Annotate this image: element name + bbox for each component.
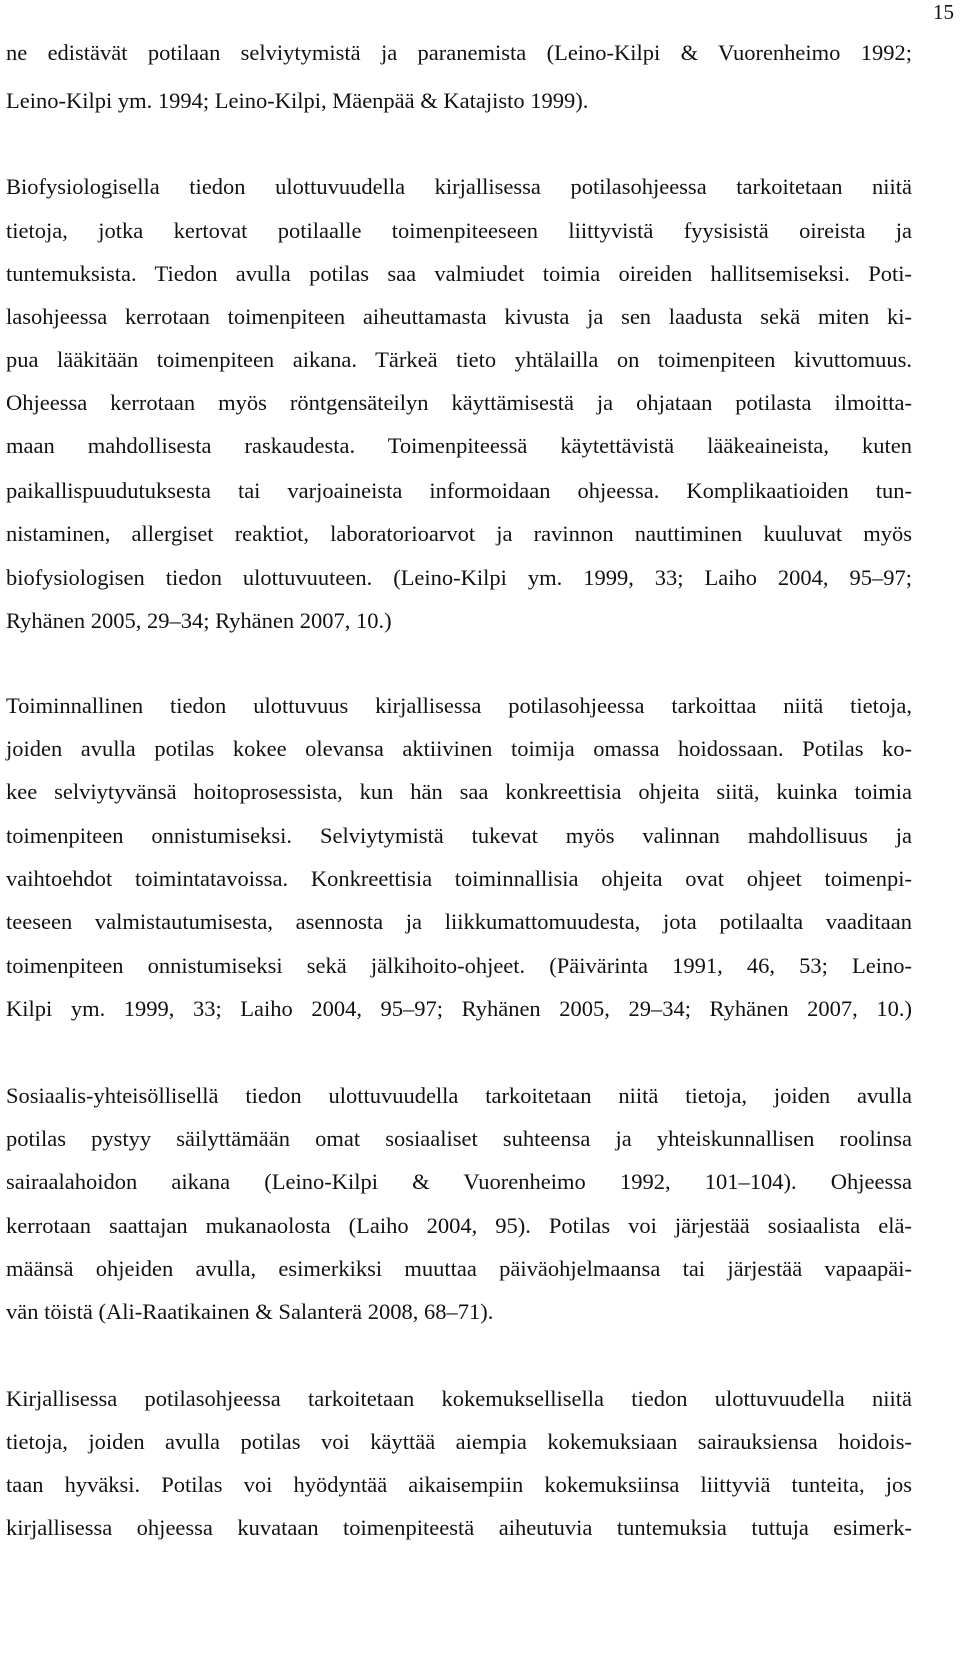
text-line: kirjallisessa ohjeessa kuvataan toimenpiteestä aiheutuvia tuntemuksia tuttuja esimerk- [6, 1515, 912, 1540]
text-line: toimenpiteen onnistumiseksi. Selviytymistä tukevat myös valinnan mahdollisuus ja [6, 823, 912, 848]
text-line: lasohjeessa kerrotaan toimenpiteen aiheuttamasta kivusta ja sen laadusta sekä miten ki- [6, 304, 912, 329]
text-line: Toiminnallinen tiedon ulottuvuus kirjallisessa potilasohjeessa tarkoittaa niitä tietoja, [6, 693, 912, 718]
text-line: kerrotaan saattajan mukanaolosta (Laiho 2004, 95). Potilas voi järjestää sosiaalista elä- [6, 1213, 912, 1238]
text-line: joiden avulla potilas kokee olevansa aktiivinen toimija omassa hoidossaan. Potilas ko- [6, 736, 912, 761]
text-line: määnsä ohjeiden avulla, esimerkiksi muuttaa päiväohjelmaansa tai järjestää vapaapäi- [6, 1256, 912, 1281]
text-line: Biofysiologisella tiedon ulottuvuudella kirjallisessa potilasohjeessa tarkoitetaan niitä [6, 174, 912, 199]
text-line: pua lääkitään toimenpiteen aikana. Tärkeä tieto yhtälailla on toimenpiteen kivuttomuus. [6, 347, 912, 372]
text-line: taan hyväksi. Potilas voi hyödyntää aikaisempiin kokemuksiinsa liittyviä tunteita, jos [6, 1472, 912, 1497]
text-line: biofysiologisen tiedon ulottuvuuteen. (Leino-Kilpi ym. 1999, 33; Laiho 2004, 95–97; [6, 565, 912, 590]
text-line: Ryhänen 2005, 29–34; Ryhänen 2007, 10.) [6, 608, 392, 633]
text-line: sairaalahoidon aikana (Leino-Kilpi & Vuorenheimo 1992, 101–104). Ohjeessa [6, 1169, 912, 1194]
text-line: nistaminen, allergiset reaktiot, laboratorioarvot ja ravinnon nauttiminen kuuluvat myös [6, 521, 912, 546]
text-line: Sosiaalis-yhteisöllisellä tiedon ulottuvuudella tarkoitetaan niitä tietoja, joiden avulla [6, 1083, 912, 1108]
text-line: tietoja, joiden avulla potilas voi käyttää aiempia kokemuksiaan sairauksiensa hoidois- [6, 1429, 912, 1454]
text-line: potilas pystyy säilyttämään omat sosiaaliset suhteensa ja yhteiskunnallisen roolinsa [6, 1126, 912, 1151]
text-line: paikallispuudutuksesta tai varjoaineista informoidaan ohjeessa. Komplikaatioiden tun- [6, 478, 912, 503]
text-line: toimenpiteen onnistumiseksi sekä jälkihoito-ohjeet. (Päivärinta 1991, 46, 53; Leino- [6, 953, 912, 978]
text-line: ne edistävät potilaan selviytymistä ja paranemista (Leino-Kilpi & Vuorenheimo 1992; [6, 40, 912, 65]
text-line: kee selviytyvänsä hoitoprosessista, kun hän saa konkreettisia ohjeita siitä, kuinka toimia [6, 779, 912, 804]
text-line: tuntemuksista. Tiedon avulla potilas saa valmiudet toimia oireiden hallitsemiseksi. Poti- [6, 261, 912, 286]
text-line: tietoja, jotka kertovat potilaalle toimenpiteeseen liittyvistä fyysisistä oireista ja [6, 218, 912, 243]
text-line: maan mahdollisesta raskaudesta. Toimenpiteessä käytettävistä lääkeaineista, kuten [6, 433, 912, 458]
text-line: Kilpi ym. 1999, 33; Laiho 2004, 95–97; Ryhänen 2005, 29–34; Ryhänen 2007, 10.) [6, 996, 912, 1021]
text-line: Ohjeessa kerrotaan myös röntgensäteilyn käyttämisestä ja ohjataan potilasta ilmoitta- [6, 390, 912, 415]
text-line: teeseen valmistautumisesta, asennosta ja liikkumattomuudesta, jota potilaalta vaaditaan [6, 909, 912, 934]
text-line: Leino-Kilpi ym. 1994; Leino-Kilpi, Mäenpää & Katajisto 1999). [6, 88, 589, 113]
page-number: 15 [933, 0, 954, 24]
text-line: vaihtoehdot toimintatavoissa. Konkreettisia toiminnallisia ohjeita ovat ohjeet toimenpi- [6, 866, 912, 891]
text-line: Kirjallisessa potilasohjeessa tarkoitetaan kokemuksellisella tiedon ulottuvuudella niitä [6, 1386, 912, 1411]
text-line: vän töistä (Ali-Raatikainen & Salanterä 2008, 68–71). [6, 1299, 494, 1324]
